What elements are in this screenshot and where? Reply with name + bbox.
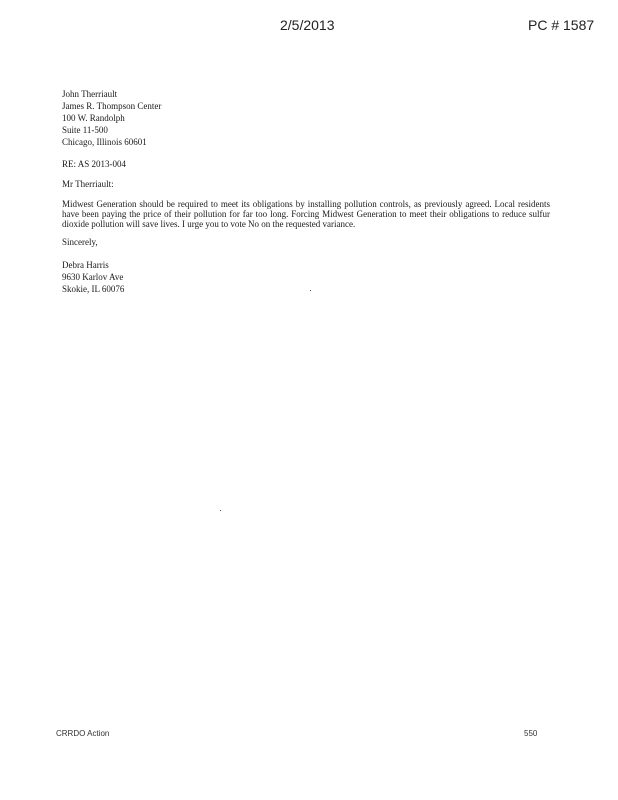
header-pc-number: PC # 1587 — [528, 17, 595, 33]
signer-city: Skokie, IL 60076 — [62, 284, 125, 294]
signer-name: Debra Harris — [62, 260, 109, 270]
letter-body: Midwest Generation should be required to meet its obligations by installing pollution controls, as previously agreed. Local residents have been paying the price of their pollution for far too long. Forcing Midwest Generation to meet their obligations to reduce sulfur dioxide pollution will save lives. I urge you to vote No on the requested variance. — [62, 199, 550, 229]
recipient-name: John Therriault — [62, 89, 118, 99]
footer-page-number: 550 — [524, 729, 538, 738]
salutation: Mr Therriault: — [62, 179, 114, 189]
recipient-suite: Suite 11-500 — [62, 125, 108, 135]
scan-speck — [220, 510, 221, 511]
recipient-building: James R. Thompson Center — [62, 101, 162, 111]
re-line: RE: AS 2013-004 — [62, 159, 127, 169]
closing: Sincerely, — [62, 237, 98, 247]
recipient-city: Chicago, Illinois 60601 — [62, 137, 147, 147]
signer-street: 9630 Karlov Ave — [62, 272, 124, 282]
scan-speck — [310, 290, 311, 291]
recipient-street: 100 W. Randolph — [62, 113, 125, 123]
footer-source: CRRDO Action — [56, 729, 110, 738]
signature-block — [62, 259, 124, 295]
header-date: 2/5/2013 — [280, 17, 335, 33]
recipient-address-block — [62, 88, 161, 148]
